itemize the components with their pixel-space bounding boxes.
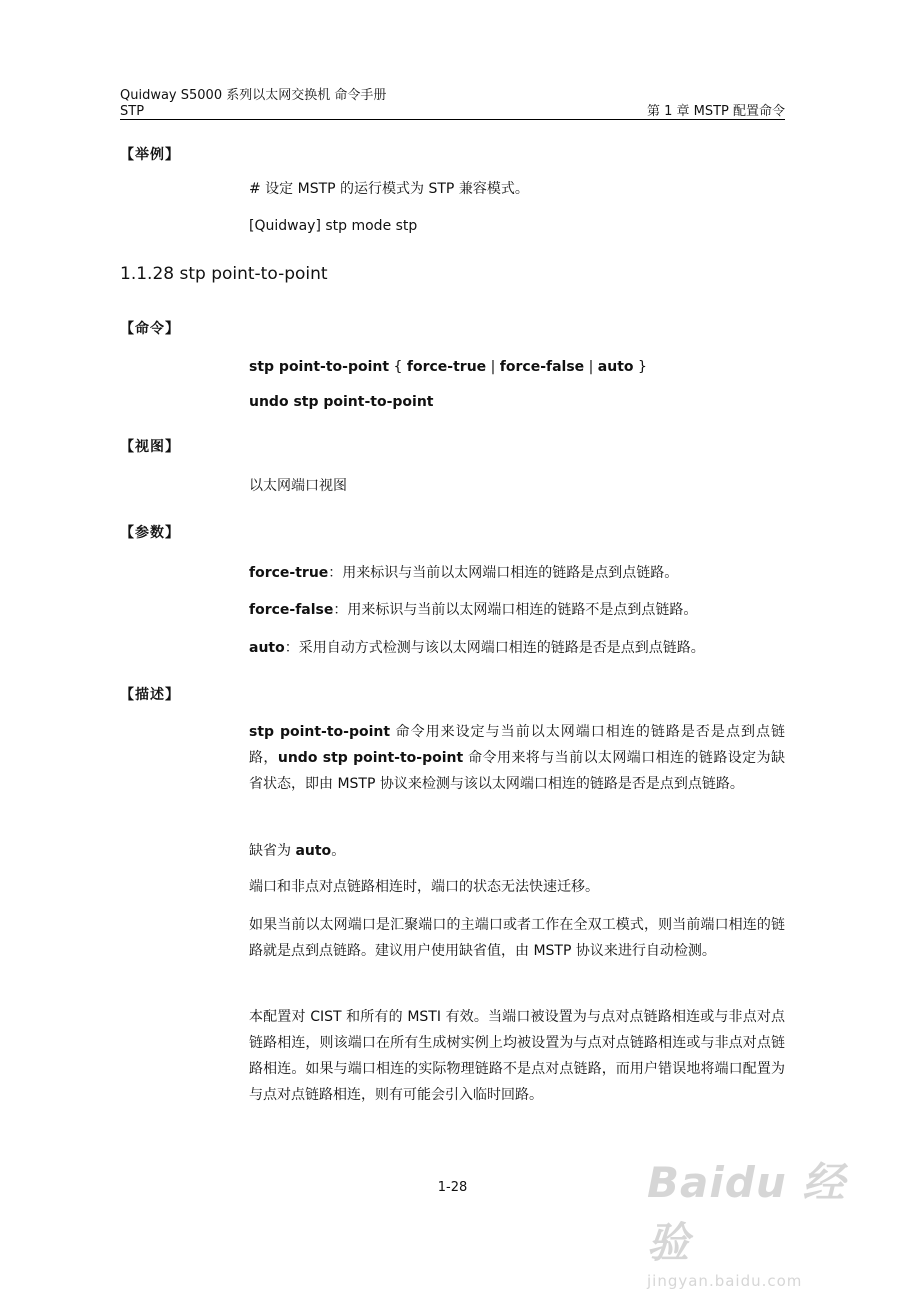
desc-default-prefix: 缺省为 — [249, 843, 296, 859]
param-desc: ：用来标识与当前以太网端口相连的链路不是点到点链路。 — [333, 602, 698, 618]
watermark-brand: Baidu 经验 — [647, 1158, 846, 1267]
keyword-auto: auto — [597, 359, 634, 375]
example-section-title: 【举例】 — [120, 147, 180, 163]
param-item — [249, 560, 785, 586]
header-divider — [120, 119, 785, 120]
brace-close: } — [633, 359, 647, 375]
brace-open: { — [389, 359, 407, 375]
watermark-url: jingyan.baidu.com — [647, 1272, 803, 1290]
param-term: force-false — [249, 602, 334, 618]
header-chapter-short: STP — [120, 104, 145, 119]
params-section-title: 【参数】 — [120, 525, 180, 541]
view-text: 以太网端口视图 — [249, 478, 347, 494]
section-heading: 1.1.28 stp point-to-point — [120, 264, 328, 284]
example-comment: # 设定 MSTP 的运行模式为 STP 兼容模式。 — [249, 181, 529, 197]
param-item — [249, 597, 785, 623]
keyword-force-false: force-false — [499, 359, 585, 375]
desc-paragraph-3: 端口和非点对点链路相连时，端口的状态无法快速迁移。 — [249, 879, 599, 895]
desc-section-title: 【描述】 — [120, 687, 180, 703]
desc-default-value: auto — [295, 843, 332, 859]
param-desc: ：用来标识与当前以太网端口相连的链路是点到点链路。 — [328, 565, 679, 581]
command-syntax — [249, 354, 785, 380]
undo-command-syntax: undo stp point-to-point — [249, 394, 434, 410]
keyword-force-true: force-true — [406, 359, 487, 375]
command-name: stp point-to-point — [249, 359, 390, 375]
desc-paragraph-2 — [249, 838, 785, 864]
desc-cmd-1: stp point-to-point — [249, 724, 391, 740]
desc-cmd-2: undo stp point-to-point — [277, 750, 464, 766]
example-command: [Quidway] stp mode stp — [249, 218, 418, 234]
separator: | — [584, 359, 598, 375]
param-item — [249, 635, 785, 661]
param-desc: ：采用自动方式检测与该以太网端口相连的链路是否是点到点链路。 — [284, 640, 705, 656]
desc-paragraph-5: 本配置对 CIST 和所有的 MSTI 有效。当端口被设置为与点对点链路相连或与非点对点链路相连，则该端口在所有生成树实例上均被设置为与点对点链路相连或与非点对点链路相连。如果与端口相连的实际物理链路不是点对点链路，而用户错误地将端口配置为与点对点链路相连，则有可能会引入临时回路。 — [249, 1009, 785, 1103]
desc-default-suffix: 。 — [331, 843, 346, 859]
header-chapter-title: 第 1 章 MSTP 配置命令 — [646, 104, 785, 119]
view-section-title: 【视图】 — [120, 439, 180, 455]
page-number: 1-28 — [437, 1180, 468, 1195]
param-term: force-true — [249, 565, 329, 581]
desc-text-2: 命令用来将与当前以太网端口相连的链路设定为缺省状态，即由 MSTP 协议来检测与该以太网端口相连的链路是否是点到点链路。 — [249, 750, 786, 792]
command-section-title: 【命令】 — [120, 321, 180, 337]
param-term: auto — [249, 640, 285, 656]
desc-paragraph-4: 如果当前以太网端口是汇聚端口的主端口或者工作在全双工模式，则当前端口相连的链路就是点到点链路。建议用户使用缺省值，由 MSTP 协议来进行自动检测。 — [249, 917, 785, 959]
desc-text-1: 命令用来设定与当前以太网端口相连的链路是否是点到点链路， — [249, 724, 785, 766]
baidu-watermark — [647, 1150, 847, 1290]
desc-paragraph-1 — [249, 719, 785, 797]
separator: | — [486, 359, 500, 375]
header-doc-title: Quidway S5000 系列以太网交换机 命令手册 — [120, 88, 387, 103]
